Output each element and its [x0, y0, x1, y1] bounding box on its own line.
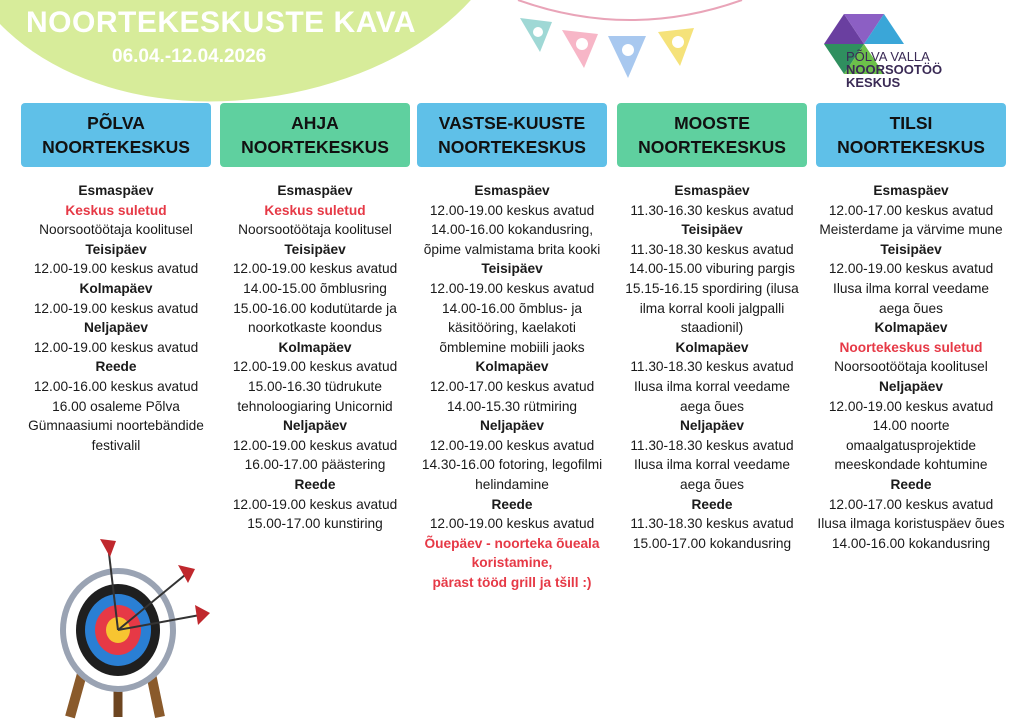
- bunting-garland-decoration: [500, 0, 760, 95]
- day-heading: Kolmapäev: [79, 280, 153, 296]
- day-heading: Reede: [95, 359, 137, 375]
- schedule-line: 16.00 osaleme Põlva: [52, 398, 180, 414]
- column-vastse-kuuste: [417, 103, 607, 592]
- schedule-line: 15.00-17.00 kokandusring: [632, 535, 792, 551]
- schedule-line: 15.00-16.30 tüdrukute: [248, 378, 382, 394]
- logo-line-2: NOORSOOTÖÖ: [846, 62, 943, 77]
- schedule-list: [417, 181, 607, 592]
- schedule-line: 14.00-16.00 õmblus- ja: [441, 300, 582, 316]
- day-heading: Neljapäev: [879, 378, 943, 394]
- column-header: [417, 103, 607, 167]
- schedule-line: helindamine: [475, 476, 549, 492]
- schedule-line: 12.00-19.00 keskus avatud: [429, 516, 595, 532]
- column-ahja: [220, 103, 410, 534]
- highlight-note: Õuepäev - noorteka õueala: [424, 535, 600, 551]
- schedule-line: 14.00-15.00 viburing pargis: [629, 261, 795, 277]
- column-header: [816, 103, 1006, 167]
- day-heading: Esmaspäev: [873, 183, 949, 198]
- schedule-line: meeskondade kohtumine: [834, 457, 988, 473]
- schedule-line: aega õues: [680, 476, 744, 492]
- schedule-line: aega õues: [879, 300, 943, 316]
- day-heading: Kolmapäev: [675, 339, 749, 355]
- schedule-line: aega õues: [680, 398, 744, 414]
- schedule-line: 11.30-18.30 keskus avatud: [630, 359, 794, 375]
- highlight-note: pärast tööd grill ja tšill :): [432, 574, 592, 590]
- schedule-line: ilma korral kooli jalgpalli: [639, 300, 785, 316]
- schedule-line: 12.00-17.00 keskus avatud: [828, 202, 994, 218]
- schedule-line: tehnoloogiaring Unicornid: [237, 398, 393, 414]
- schedule-line: 14.00-15.00 õmblusring: [243, 280, 387, 296]
- day-heading: Reede: [890, 476, 932, 492]
- schedule-line: Ilusa ilmaga koristuspäev õues: [817, 516, 1005, 532]
- schedule-line: 14.30-16.00 fotoring, legofilmi: [421, 457, 603, 473]
- column-tilsi: [816, 103, 1006, 553]
- day-heading: Esmaspäev: [277, 183, 353, 198]
- schedule-line: Meisterdame ja värvime mune: [819, 222, 1003, 238]
- schedule-line: Noorsootöötaja koolitusel: [238, 222, 392, 238]
- schedule-line: festivalil: [91, 437, 141, 453]
- logo-line-3: KESKUS: [846, 75, 901, 90]
- schedule-line: 11.30-18.30 keskus avatud: [630, 516, 794, 532]
- schedule-line: Noorsootöötaja koolitusel: [834, 359, 988, 375]
- page-title: NOORTEKESKUSTE KAVA: [26, 6, 417, 39]
- day-heading: Neljapäev: [283, 418, 347, 434]
- schedule-line: 11.30-16.30 keskus avatud: [630, 202, 794, 218]
- schedule-line: 12.00-19.00 keskus avatud: [429, 437, 595, 453]
- schedule-line: 12.00-19.00 keskus avatud: [33, 261, 199, 277]
- schedule-line: 12.00-19.00 keskus avatud: [828, 261, 994, 277]
- schedule-line: 12.00-19.00 keskus avatud: [232, 437, 398, 453]
- day-heading: Esmaspäev: [674, 183, 750, 198]
- highlight-note: Noortekeskus suletud: [839, 339, 983, 355]
- day-heading: Kolmapäev: [475, 359, 549, 375]
- schedule-line: 14.00-15.30 rütmiring: [446, 398, 578, 414]
- schedule-line: omaalgatusprojektide: [845, 437, 977, 453]
- header-line-1: MOOSTE: [674, 113, 750, 133]
- day-heading: Reede: [294, 476, 336, 492]
- day-heading: Reede: [691, 496, 733, 512]
- column-header: [617, 103, 807, 167]
- schedule-line: 12.00-19.00 keskus avatud: [232, 359, 398, 375]
- schedule-line: Noorsootöötaja koolitusel: [39, 222, 193, 238]
- header-line-1: VASTSE-KUUSTE: [438, 113, 586, 133]
- schedule-list: [617, 181, 807, 553]
- schedule-line: Ilusa ilma korral veedame: [833, 280, 989, 296]
- schedule-line: 14.00 noorte: [872, 418, 950, 434]
- schedule-line: noorkotkaste koondus: [248, 320, 382, 336]
- column-header: [220, 103, 410, 167]
- column-header: [21, 103, 211, 167]
- schedule-line: staadionil): [680, 320, 744, 336]
- schedule-line: 12.00-19.00 keskus avatud: [828, 398, 994, 414]
- schedule-line: 12.00-19.00 keskus avatud: [33, 300, 199, 316]
- schedule-line: õmblemine mobiili jaoks: [439, 339, 585, 355]
- schedule-line: 12.00-17.00 keskus avatud: [429, 378, 595, 394]
- header-line-2: NOORTEKESKUS: [438, 137, 586, 157]
- header-line-2: NOORTEKESKUS: [638, 137, 786, 157]
- schedule-line: Ilusa ilma korral veedame: [634, 457, 790, 473]
- day-heading: Neljapäev: [480, 418, 544, 434]
- day-heading: Reede: [491, 496, 533, 512]
- day-heading: Teisipäev: [681, 222, 743, 238]
- day-heading: Teisipäev: [481, 261, 543, 277]
- day-heading: Neljapäev: [84, 320, 148, 336]
- schedule-line: 15.00-17.00 kunstiring: [247, 516, 383, 532]
- schedule-line: õpime valmistama brita kooki: [423, 241, 601, 257]
- header-line-1: PÕLVA: [87, 113, 145, 133]
- schedule-line: 15.15-16.15 spordiring (ilusa: [625, 280, 799, 296]
- logo-text: [846, 50, 942, 89]
- schedule-line: 12.00-19.00 keskus avatud: [429, 202, 595, 218]
- day-heading: Kolmapäev: [278, 339, 352, 355]
- schedule-line: 12.00-16.00 keskus avatud: [33, 378, 199, 394]
- highlight-note: Keskus suletud: [65, 202, 167, 218]
- schedule-list: [220, 181, 410, 534]
- schedule-list: [816, 181, 1006, 553]
- header-line-2: NOORTEKESKUS: [837, 137, 985, 157]
- schedule-line: Ilusa ilma korral veedame: [634, 378, 790, 394]
- column-mooste: [617, 103, 807, 553]
- schedule-line: 15.00-16.00 kodutütarde ja: [233, 300, 397, 316]
- schedule-line: käsitööring, kaelakoti: [448, 320, 576, 336]
- schedule-line: 14.00-16.00 kokandusring,: [430, 222, 594, 238]
- header-line-2: NOORTEKESKUS: [241, 137, 389, 157]
- schedule-line: Gümnaasiumi noortebändide: [28, 418, 204, 434]
- schedule-line: 12.00-19.00 keskus avatud: [33, 339, 199, 355]
- schedule-line: 12.00-19.00 keskus avatud: [429, 280, 595, 296]
- day-heading: Esmaspäev: [474, 183, 550, 198]
- day-heading: Neljapäev: [680, 418, 744, 434]
- header-line-2: NOORTEKESKUS: [42, 137, 190, 157]
- day-heading: Teisipäev: [880, 241, 942, 257]
- schedule-list: [21, 181, 211, 455]
- schedule-line: 11.30-18.30 keskus avatud: [630, 241, 794, 257]
- day-heading: Teisipäev: [284, 241, 346, 257]
- schedule-line: 12.00-17.00 keskus avatud: [828, 496, 994, 512]
- schedule-line: 12.00-19.00 keskus avatud: [232, 261, 398, 277]
- day-heading: Kolmapäev: [874, 320, 948, 336]
- archery-target-illustration: [50, 535, 220, 720]
- highlight-note: Keskus suletud: [264, 202, 366, 218]
- date-range: 06.04.-12.04.2026: [112, 46, 267, 67]
- highlight-note: koristamine,: [471, 555, 553, 571]
- day-heading: Teisipäev: [85, 241, 147, 257]
- header-line-1: TILSI: [889, 113, 933, 133]
- day-heading: Esmaspäev: [78, 183, 154, 198]
- header-line-1: AHJA: [291, 113, 339, 133]
- logo-line-1: PÕLVA VALLA: [846, 49, 930, 64]
- schedule-line: 11.30-18.30 keskus avatud: [630, 437, 794, 453]
- column-polva: [21, 103, 211, 455]
- schedule-line: 14.00-16.00 kokandusring: [831, 535, 991, 551]
- schedule-line: 12.00-19.00 keskus avatud: [232, 496, 398, 512]
- schedule-line: 16.00-17.00 päästering: [244, 457, 386, 473]
